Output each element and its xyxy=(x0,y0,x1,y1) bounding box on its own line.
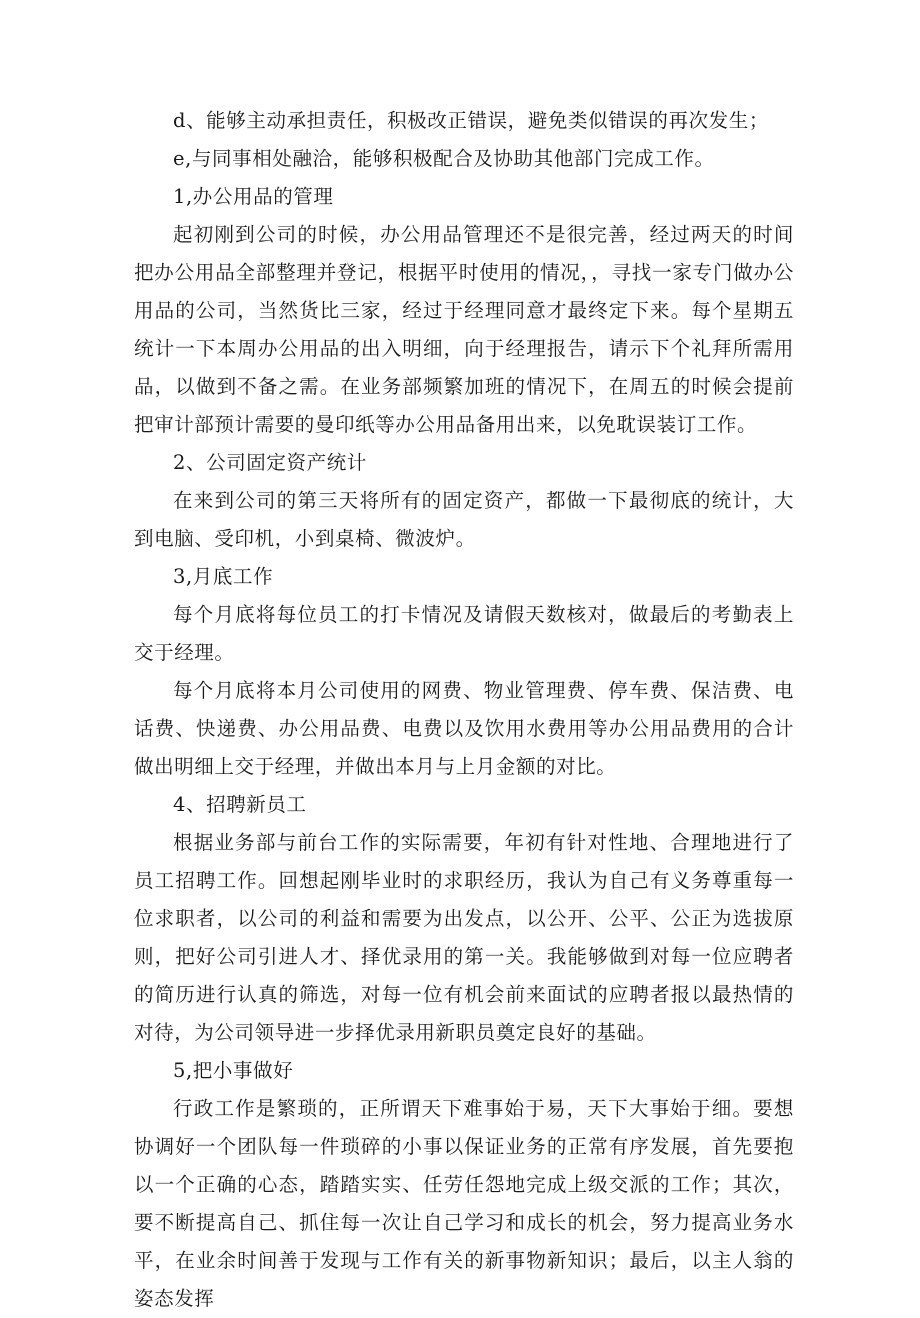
item-e: e,与同事相处融洽，能够积极配合及协助其他部门完成工作。 xyxy=(173,147,715,170)
section-heading-small-things: 5,把小事做好 xyxy=(173,1059,294,1082)
section-heading-office-supplies: 1,办公用品的管理 xyxy=(173,185,334,208)
paragraph-recruitment: 根据业务部与前台工作的实际需要，年初有针对性地、合理地进行了员工招聘工作。回想起刚毕业时的求职经历，我认为自己有义务尊重每一位求职者，以公司的利益和需要为出发点，以公开、公平、公正为选拔原则，把好公司引进人才、择优录用的第一关。我能够做到对每一位应聘者的简历进行认真的筛选，对每一位有机会前来面试的应聘者报以最热情的对待，为公司领导进一步择优录用新职员奠定良好的基础。 xyxy=(134,831,794,1044)
section-heading-month-end: 3,月底工作 xyxy=(173,565,274,588)
paragraph-fixed-assets: 在来到公司的第三天将所有的固定资产，都做一下最彻底的统计，大到电脑、受印机，小到桌椅、微波炉。 xyxy=(134,489,794,550)
document-body xyxy=(134,102,794,1318)
item-d: d、能够主动承担责任，积极改正错误，避免类似错误的再次发生； xyxy=(173,109,769,132)
paragraph-attendance: 每个月底将每位员工的打卡情况及请假天数核对，做最后的考勤表上交于经理。 xyxy=(134,603,794,664)
paragraph-small-things: 行政工作是繁琐的，正所谓天下难事始于易，天下大事始于细。要想协调好一个团队每一件琐碎的小事以保证业务的正常有序发展，首先要抱以一个正确的心态，踏踏实实、任劳任怨地完成上级交派的工作；其次，要不断提高自己、抓住每一次让自己学习和成长的机会，努力提高业务水平，在业余时间善于发现与工作有关的新事物新知识；最后，以主人翁的姿态发挥 xyxy=(134,1097,794,1310)
paragraph-expenses: 每个月底将本月公司使用的网费、物业管理费、停车费、保洁费、电话费、快递费、办公用品费、电费以及饮用水费用等办公用品费用的合计做出明细上交于经理，并做出本月与上月金额的对比。 xyxy=(134,679,794,778)
paragraph-office-supplies: 起初刚到公司的时候，办公用品管理还不是很完善，经过两天的时间把办公用品全部整理并登记，根据平时使用的情况，，寻找一家专门做办公用品的公司，当然货比三家，经过于经理同意才最终定下来。每个星期五统计一下本周办公用品的出入明细，向于经理报告，请示下个礼拜所需用品，以做到不备之需。在业务部频繁加班的情况下，在周五的时候会提前把审计部预计需要的曼印纸等办公用品备用出来，以免耽误装订工作。 xyxy=(134,223,794,436)
section-heading-fixed-assets: 2、公司固定资产统计 xyxy=(173,451,367,474)
section-heading-recruitment: 4、招聘新员工 xyxy=(173,793,307,816)
